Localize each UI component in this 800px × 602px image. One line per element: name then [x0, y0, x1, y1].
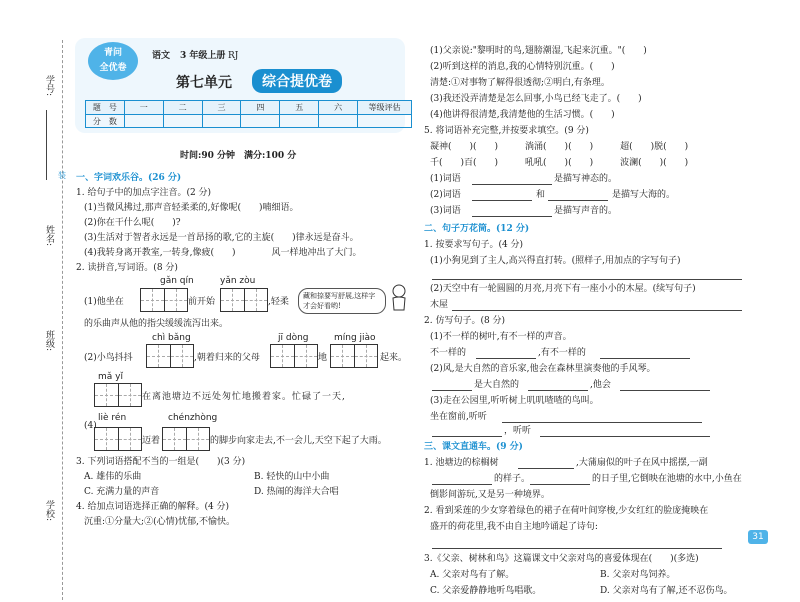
answer-line[interactable]: [600, 358, 690, 359]
answer-grid-yanzou[interactable]: [220, 288, 268, 312]
section-3-title: 三、课文直通车。(9 分): [424, 442, 523, 452]
student-number-label: 学号:: [44, 75, 54, 97]
q2-4b: 迈着: [142, 436, 161, 446]
q2-1-cont: 的乐曲声从他的指尖缓缓流泻出来。: [84, 319, 229, 329]
s3-q3-option-d[interactable]: D. 父亲对鸟有了解,还不忍伤鸟。: [600, 586, 733, 596]
s3-q1-d: 的日子里,它倒映在池塘的水中,小鱼在: [592, 474, 742, 484]
q5-2c: 是描写大海的。: [612, 190, 676, 200]
answer-grid-jidong[interactable]: [270, 344, 318, 368]
s2-q2-3b: ，听听: [504, 426, 532, 436]
q3-option-a[interactable]: A. 雄伟的乐曲: [84, 472, 142, 482]
s3-q1-e: 倒影间游玩,又是另一种境界。: [430, 490, 550, 500]
q2-4c: 的脚步向家走去,不一会儿,天空下起了大雨。: [210, 436, 387, 446]
page-number: 31: [748, 530, 768, 544]
score-cell[interactable]: [203, 115, 242, 128]
q1-2: (2)你在干什么呢( )?: [84, 218, 181, 228]
q3-option-d[interactable]: D. 热闹的海洋大合唱: [254, 487, 339, 497]
answer-grid-lieren[interactable]: [94, 427, 142, 451]
q2-1a: (1)他坐在: [84, 297, 124, 307]
s3-q3-option-b[interactable]: B. 父亲对鸟饲养。: [600, 570, 676, 580]
score-row-label: 分 数: [86, 115, 125, 128]
q5-1b: 是描写神态的。: [554, 174, 618, 184]
s2-q2-1a: 不一样的: [430, 348, 467, 358]
pinyin-chibang: chì bǎng: [152, 333, 191, 343]
score-col-7: 等级评估: [358, 101, 411, 114]
q1-3: (3)生活对于智者永远是一首昂扬的歌,它的主旋( )律永远是奋斗。: [84, 233, 359, 243]
answer-grid-chenzhong[interactable]: [162, 427, 210, 451]
answer-line[interactable]: [548, 200, 608, 201]
score-col-5: 五: [280, 101, 319, 114]
score-cell[interactable]: [280, 115, 319, 128]
exam-title: 综合提优卷: [252, 69, 342, 93]
s2-q2-3a: 坐在窗前,听听: [430, 412, 487, 422]
s3-q2-b: 盛开的荷花里,我不由自主地吟诵起了诗句:: [430, 522, 598, 532]
binding-line: [62, 40, 63, 600]
q5-words-2: 千( )百( ) 吼吼( )( ) 波澜( )( ): [430, 158, 689, 168]
s2-q1-1: (1)小狗见到了主人,高兴得直打转。(照样子,用加点的字写句子): [430, 256, 681, 266]
q4-prompt: 4. 给加点词语选择正确的解释。(4 分): [76, 502, 230, 512]
q1-4: (4)我转身离开教室,一转身,像疲( ) 风一样地冲出了大门。: [84, 248, 362, 258]
name-label: 姓名:: [44, 225, 54, 247]
logo-line1: 青问: [103, 48, 122, 58]
answer-line[interactable]: [540, 436, 710, 437]
answer-line[interactable]: [432, 484, 492, 485]
q5-2a: (2)词语: [430, 190, 461, 200]
time-info: 时间:90 分钟 满分:100 分: [180, 151, 297, 161]
score-col-6: 六: [319, 101, 358, 114]
s3-q2-a: 2. 看到采莲的少女穿着绿色的裙子在荷叶间穿梭,少女红红的脸庞掩映在: [424, 506, 709, 516]
answer-line[interactable]: [530, 484, 590, 485]
answer-line[interactable]: [476, 358, 536, 359]
s2-q2-prompt: 2. 仿写句子。(8 分): [424, 316, 506, 326]
q3-prompt: 3. 下列词语搭配不当的一组是( )(3 分): [76, 457, 246, 467]
s2-q2-2b: ,他会: [590, 380, 611, 390]
section-2-title: 二、句子万花筒。(12 分): [424, 224, 530, 234]
answer-line[interactable]: [472, 200, 532, 201]
logo-line2: 全优卷: [99, 63, 127, 73]
r-line-1: (1)父亲说:"黎明时的鸟,翅膀潮湿,飞起来沉重。"( ): [430, 46, 647, 56]
q2-2d: 起来。: [380, 353, 408, 363]
q3-option-c[interactable]: C. 充满力量的声音: [84, 487, 160, 497]
class-label: 班级:: [44, 330, 54, 352]
s2-q1-2-start: 木屋: [430, 300, 449, 310]
answer-line[interactable]: [518, 468, 574, 469]
answer-grid-mayi[interactable]: [94, 383, 142, 407]
score-col-2: 二: [164, 101, 203, 114]
q2-prompt: 2. 读拼音,写词语。(8 分): [76, 263, 178, 273]
score-cell[interactable]: [319, 115, 358, 128]
school-label: 学校:: [44, 500, 54, 522]
pinyin-jidong: jī dòng: [278, 333, 309, 343]
brand-logo: [88, 42, 138, 80]
answer-line[interactable]: [452, 310, 742, 311]
pinyin-lieren: liè rén: [98, 413, 127, 423]
answer-line[interactable]: [432, 390, 472, 391]
unit-title: 第七单元: [176, 75, 232, 91]
pinyin-ganqin: gǎn qín: [160, 276, 194, 286]
q5-words-1: 凝神( )( ) 淌涌( )( ) 超( )脱( ): [430, 142, 689, 152]
score-col-4: 四: [241, 101, 280, 114]
q2-1c: ,轻柔: [268, 297, 289, 307]
score-col-3: 三: [203, 101, 242, 114]
answer-line[interactable]: [472, 184, 552, 185]
r-line-2: (2)听到这样的消息,我的心情特别沉重。( ): [430, 62, 615, 72]
answer-line[interactable]: [472, 216, 552, 217]
s2-q1-prompt: 1. 按要求写句子。(4 分): [424, 240, 524, 250]
q2-2a: (2)小鸟抖抖: [84, 353, 133, 363]
pinyin-chenzhong: chénzhòng: [168, 413, 218, 423]
q5-prompt: 5. 将词语补充完整,并按要求填空。(9 分): [424, 126, 589, 136]
s2-q2-2: (2)风,是大自然的音乐家,他会在森林里演奏他的手风琴。: [430, 364, 656, 374]
answer-grid-chibang[interactable]: [146, 344, 194, 368]
r-line-5: (4)他讲得很清楚,我清楚他的生活习惯。( ): [430, 110, 615, 120]
q4-options: 沉重:①分量大;②(心情)忧郁,不愉快。: [84, 517, 235, 527]
score-cell[interactable]: [125, 115, 164, 128]
score-cell[interactable]: [164, 115, 203, 128]
answer-grid-ganqin[interactable]: [140, 288, 188, 312]
s3-q1-a: 1. 池塘边的棕榈树: [424, 458, 499, 468]
s3-q1-b: ,大蒲扇似的叶子在风中摇摆,一副: [576, 458, 708, 468]
score-cell[interactable]: [241, 115, 280, 128]
score-table: [85, 100, 412, 128]
q5-3a: (3)词语: [430, 206, 461, 216]
answer-line[interactable]: [620, 390, 710, 391]
grade: 3 年级上册: [180, 51, 226, 61]
answer-line[interactable]: [432, 279, 742, 280]
q5-2b: 和: [536, 190, 546, 200]
s2-q2-1: (1)不一样的树叶,有不一样的声音。: [430, 332, 572, 342]
pinyin-yanzou: yǎn zòu: [220, 276, 256, 286]
subject: 语文: [152, 51, 171, 61]
q2-2b: ,朝着归来的父母: [194, 353, 260, 363]
s3-q3-option-c[interactable]: C. 父亲爱静静地听鸟唱歌。: [430, 586, 542, 596]
s2-q1-2: (2)天空中有一轮圆圆的月亮,月亮下有一座小小的木屋。(续写句子): [430, 284, 696, 294]
answer-grid-mingjiao[interactable]: [330, 344, 378, 368]
s3-q3-prompt: 3.《父亲、树林和鸟》这篇课文中父亲对鸟的喜爱体现在( )(多选): [424, 554, 699, 564]
answer-line[interactable]: [432, 548, 722, 549]
q5-3b: 是描写声音的。: [554, 206, 618, 216]
s3-q1-c: 的样子。: [494, 474, 531, 484]
q2-2c: 地: [318, 353, 328, 363]
r-line-3: 清楚:①对事物了解得很透彻;②明白,有条理。: [430, 78, 610, 88]
s2-q2-2a: 是大自然的: [474, 380, 520, 390]
cut-mark: 装: [58, 171, 66, 180]
answer-line[interactable]: [432, 436, 502, 437]
score-col-0: 题 号: [86, 101, 125, 114]
edition: RJ: [228, 51, 239, 61]
answer-line[interactable]: [528, 390, 588, 391]
answer-line[interactable]: [502, 422, 702, 423]
student-number-line: [46, 110, 48, 180]
q1-1: (1)当微风拂过,那声音轻柔柔的,好像呢( )喃细语。: [84, 203, 299, 213]
q3-option-b[interactable]: B. 轻快的山中小曲: [254, 472, 330, 482]
tip-bubble: 藏和捺要写舒展,这样字才会好看哟!: [298, 288, 386, 314]
score-col-1: 一: [125, 101, 164, 114]
pinyin-mingjiao: míng jiào: [334, 333, 376, 343]
s2-q2-1b: ,有不一样的: [538, 348, 586, 358]
q2-3b: 在离池塘边不远处匆忙地搬着家。忙碌了一天,: [142, 392, 346, 402]
q1-prompt: 1. 给句子中的加点字注音。(2 分): [76, 188, 212, 198]
score-cell[interactable]: [358, 115, 411, 128]
section-1-title: 一、字词欢乐谷。(26 分): [76, 173, 182, 183]
q2-4a: (4): [84, 421, 97, 431]
q5-1a: (1)词语: [430, 174, 461, 184]
q2-1b: 前开始: [188, 297, 216, 307]
r-line-4: (3)我还没弄清楚是怎么回事,小鸟已经飞走了。( ): [430, 94, 642, 104]
s3-q3-option-a[interactable]: A. 父亲对鸟有了解。: [430, 570, 515, 580]
child-icon: [390, 284, 408, 312]
s2-q2-3: (3)走在公园里,听听树上叽叽喳喳的鸟叫。: [430, 396, 599, 406]
pinyin-mayi: mǎ yǐ: [98, 372, 123, 382]
